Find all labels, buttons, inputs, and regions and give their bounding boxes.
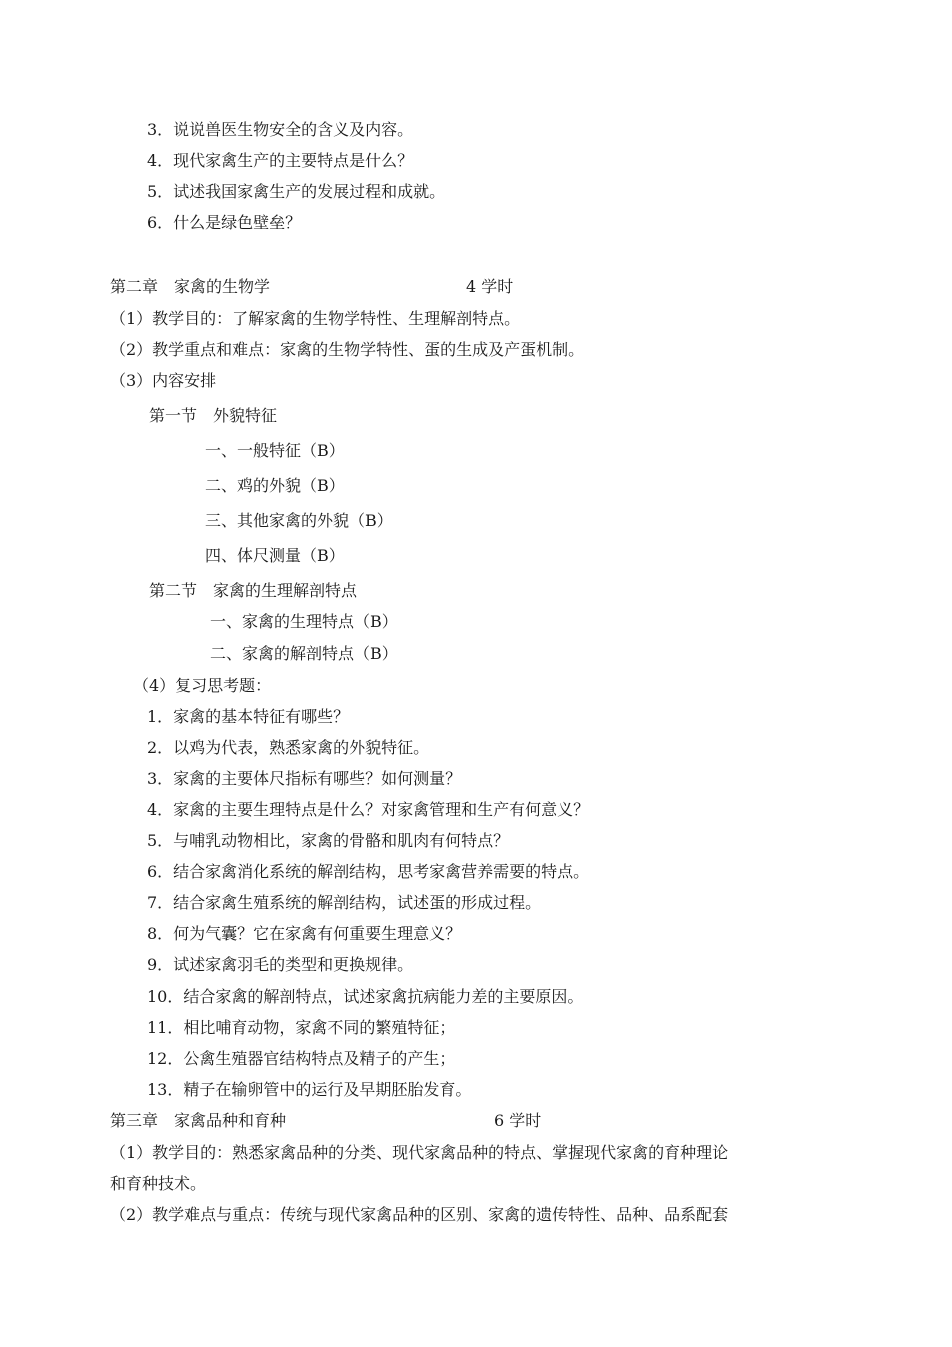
section-item: 三、其他家禽的外貌（B）: [205, 511, 393, 530]
question-item: 5．试述我国家禽生产的发展过程和成就。: [147, 182, 446, 201]
review-item: 3．家禽的主要体尺指标有哪些？如何测量？: [147, 769, 462, 788]
review-heading: （4）复习思考题：: [133, 676, 272, 695]
review-item: 5．与哺乳动物相比，家禽的骨骼和肌肉有何特点？: [147, 831, 510, 850]
review-item: 8．何为气囊？它在家禽有何重要生理意义？: [147, 924, 462, 943]
review-item: 1．家禽的基本特征有哪些？: [147, 707, 350, 726]
review-item: 7．结合家禽生殖系统的解剖结构，试述蛋的形成过程。: [147, 893, 542, 912]
content-heading: （3）内容安排: [110, 371, 217, 390]
question-item: 4．现代家禽生产的主要特点是什么？: [147, 151, 414, 170]
chapter-title: 第三章 家禽品种和育种: [110, 1111, 287, 1130]
section-item: 二、鸡的外貌（B）: [205, 476, 345, 495]
teaching-key-points: （2）教学难点与重点：传统与现代家禽品种的区别、家禽的遗传特性、品种、品系配套: [110, 1205, 729, 1224]
review-item: 11．相比哺育动物，家禽不同的繁殖特征；: [147, 1018, 456, 1037]
teaching-objective-continued: 和育种技术。: [110, 1174, 207, 1193]
section-item: 一、家禽的生理特点（B）: [210, 612, 398, 631]
section-item: 四、体尺测量（B）: [205, 546, 345, 565]
review-item: 9．试述家禽羽毛的类型和更换规律。: [147, 955, 414, 974]
section-item: 一、一般特征（B）: [205, 441, 345, 460]
review-item: 10．结合家禽的解剖特点，试述家禽抗病能力差的主要原因。: [147, 987, 584, 1006]
chapter-title: 第二章 家禽的生物学: [110, 277, 271, 296]
section-item: 二、家禽的解剖特点（B）: [210, 644, 398, 663]
review-item: 2．以鸡为代表，熟悉家禽的外貌特征。: [147, 738, 430, 757]
question-item: 3．说说兽医生物安全的含义及内容。: [147, 120, 414, 139]
teaching-key-points: （2）教学重点和难点：家禽的生物学特性、蛋的生成及产蛋机制。: [110, 340, 585, 359]
section-title: 第二节 家禽的生理解剖特点: [149, 581, 358, 600]
section-title: 第一节 外貌特征: [149, 406, 278, 425]
review-item: 13．精子在输卵管中的运行及早期胚胎发育。: [147, 1080, 472, 1099]
review-item: 4．家禽的主要生理特点是什么？对家禽管理和生产有何意义？: [147, 800, 590, 819]
teaching-objective: （1）教学目的：了解家禽的生物学特性、生理解剖特点。: [110, 309, 521, 328]
review-item: 6．结合家禽消化系统的解剖结构，思考家禽营养需要的特点。: [147, 862, 590, 881]
teaching-objective: （1）教学目的：熟悉家禽品种的分类、现代家禽品种的特点、掌握现代家禽的育种理论: [110, 1143, 729, 1162]
review-item: 12．公禽生殖器官结构特点及精子的产生；: [147, 1049, 456, 1068]
chapter-hours: 6 学时: [494, 1111, 542, 1130]
question-item: 6．什么是绿色壁垒？: [147, 213, 302, 232]
chapter-hours: 4 学时: [466, 277, 514, 296]
